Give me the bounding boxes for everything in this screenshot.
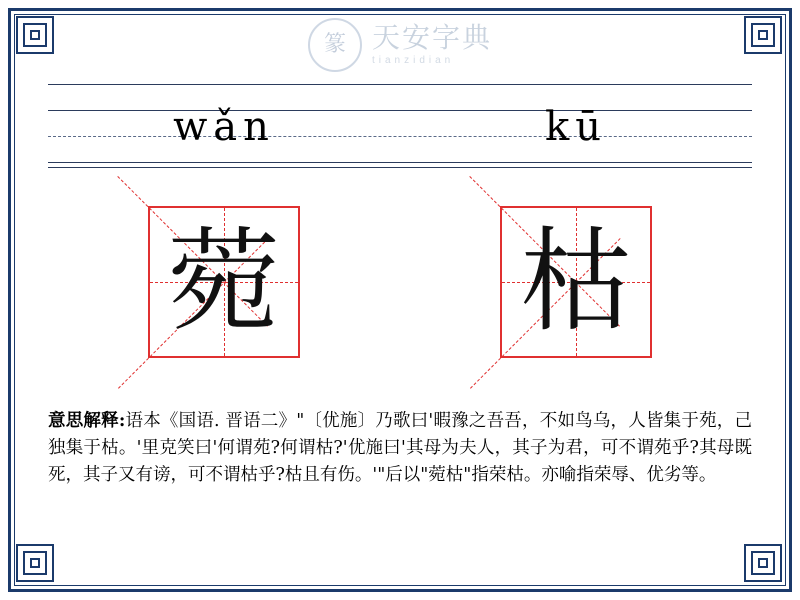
pinyin-text: kū — [545, 104, 607, 150]
corner-ornament-bottom-left — [16, 544, 56, 584]
character-cell-1 — [48, 202, 400, 362]
pinyin-row — [48, 84, 752, 162]
seal-circle-icon — [308, 18, 362, 72]
pinyin-cell-2 — [400, 84, 752, 162]
staff-line-bottom-second — [48, 167, 752, 168]
staff-line-bottom — [48, 162, 752, 163]
corner-ornament-bottom-right — [744, 544, 784, 584]
explanation-text: 语本《国语. 晋语二》"〔优施〕乃歌曰'暇豫之吾吾，不如鸟乌，人皆集于苑，己独集于枯。'里克笑曰'何谓苑?何谓枯?'优施曰'其母为夫人，其子为君，可不谓苑乎?其母既死，其子又有谤，可不谓枯乎?枯且有伤。'"后以"菀枯"指荣枯。亦喻指荣辱、优劣等。 — [48, 411, 752, 486]
explanation-label: 意思解释: — [48, 411, 126, 431]
site-subtitle: tianzidian — [371, 55, 455, 66]
character-glyph: 菀 — [168, 217, 280, 347]
pinyin-staff — [48, 84, 752, 162]
explanation-block — [48, 408, 752, 489]
tianzige-grid — [500, 206, 652, 358]
character-cell-2 — [400, 202, 752, 362]
seal-glyph: 篆 — [323, 32, 346, 57]
site-title: 天安字典 — [371, 21, 492, 54]
character-glyph: 枯 — [520, 217, 632, 347]
pinyin-cell-1 — [48, 84, 400, 162]
character-row — [48, 202, 752, 362]
tianzige-grid — [148, 206, 300, 358]
site-branding — [371, 21, 492, 66]
site-watermark — [0, 16, 800, 74]
pinyin-text: wǎn — [173, 104, 275, 150]
